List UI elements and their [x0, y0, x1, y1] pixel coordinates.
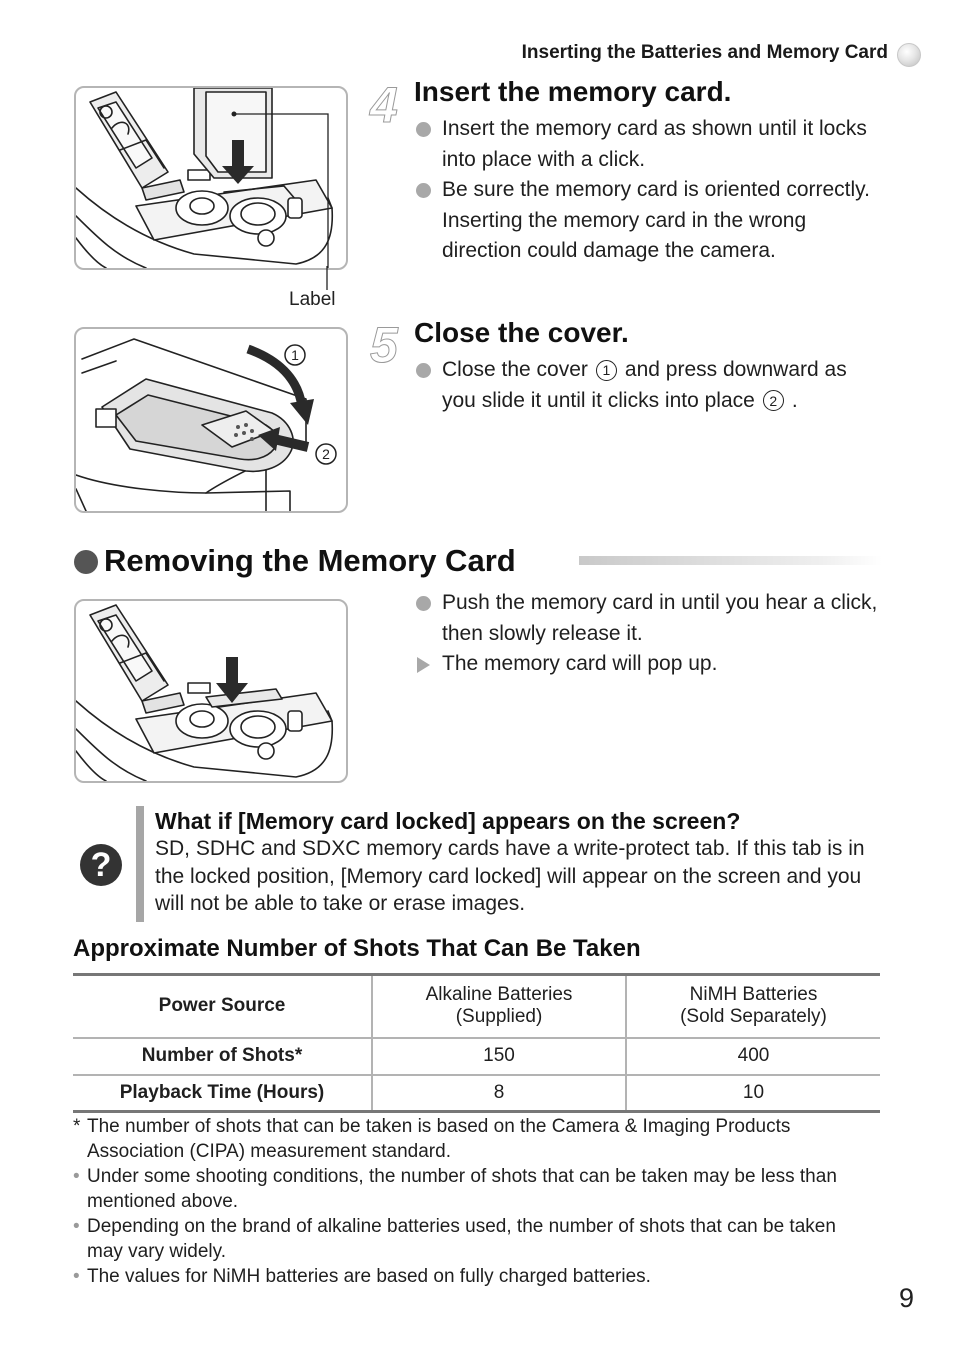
step-5-bullet [414, 355, 884, 416]
footnote-bullet [73, 1215, 873, 1264]
question-mark-icon [80, 844, 122, 886]
figure-close-marker-2: 2 [322, 446, 330, 462]
bullet-icon [416, 122, 431, 137]
label-callout-line [323, 266, 331, 290]
section-rule [579, 556, 882, 565]
note-side-bar [136, 806, 144, 922]
bullet-mark: • [73, 1266, 80, 1287]
section-bullet-icon [74, 550, 98, 574]
step-5-title: Close the cover. [414, 317, 629, 348]
nimh-line-1: NiMH Batteries [689, 984, 818, 1006]
remove-memory-card-illustration [76, 601, 346, 781]
step-5-text-b: and press downward as you slide it until it clicks into place [442, 358, 847, 412]
question-mark-glyph: ? [90, 845, 112, 884]
bullet-mark: • [73, 1166, 80, 1187]
shots-table [73, 973, 880, 1113]
figure-close-marker-1: 1 [291, 347, 299, 363]
label-callout-text: Label [289, 289, 336, 310]
step-5-text-c: . [791, 388, 798, 412]
section-title-removing: Removing the Memory Card [104, 543, 516, 578]
footnote-text: Depending on the brand of alkaline batteries used, the number of shots that can be taken may vary widely. [87, 1216, 836, 1262]
removing-result [414, 649, 884, 680]
footnote-asterisk-text: The number of shots that can be taken is based on the Camera & Imaging Products Association (CIPA) measurement standard. [87, 1116, 791, 1162]
step-5-bullets [414, 355, 884, 416]
footnote-bullet [73, 1165, 873, 1214]
footnotes [73, 1115, 873, 1291]
step-4-bullet [414, 175, 884, 267]
arrow-right-icon [417, 657, 430, 673]
step-4-number-text: 4 [370, 78, 398, 128]
running-header-title: Inserting the Batteries and Memory Card [521, 42, 888, 63]
header-tab-marker [897, 43, 921, 67]
close-cover-illustration [76, 329, 346, 511]
step-5-text-a: Close the cover [442, 358, 588, 381]
circled-marker-2: 2 [763, 390, 784, 411]
step-5-number-text: 5 [370, 318, 398, 368]
table-header-power-source: Power Source [73, 975, 372, 1038]
alkaline-line-1: Alkaline Batteries [425, 984, 573, 1006]
step-4-bullets [414, 114, 884, 267]
removing-bullet-text: Push the memory card in until you hear a click, then slowly release it. [442, 591, 878, 645]
insert-memory-card-illustration [76, 88, 346, 268]
removing-bullet [414, 588, 884, 649]
removing-result-text: The memory card will pop up. [442, 652, 718, 675]
table-row [73, 1038, 880, 1075]
note-body: SD, SDHC and SDXC memory cards have a write-protect tab. If this tab is in the locked position, [Memory card locked] will appear on the screen and you will not be able to take or erase images. [155, 837, 865, 915]
bullet-mark: • [73, 1216, 80, 1237]
row-label-number-of-shots: Number of Shots* [73, 1038, 372, 1075]
step-4-bullet-text: Insert the memory card as shown until it locks into place with a click. [442, 117, 867, 171]
figure-insert-memory-card [74, 86, 348, 270]
nimh-line-2: (Sold Separately) [680, 1006, 827, 1028]
footnote-text: Under some shooting conditions, the number of shots that can be taken may be less than mentioned above. [87, 1166, 837, 1212]
page-number: 9 [899, 1283, 915, 1313]
alkaline-line-2: (Supplied) [455, 1006, 543, 1028]
figure-remove-memory-card [74, 599, 348, 783]
cell-alkaline-shots: 150 [372, 1038, 626, 1075]
asterisk-mark: * [73, 1116, 81, 1137]
step-5-number [368, 318, 412, 368]
note-title: What if [Memory card locked] appears on the screen? [155, 808, 741, 834]
footnote-text: The values for NiMH batteries are based on fully charged batteries. [87, 1266, 651, 1287]
table-header-nimh [626, 975, 880, 1038]
cell-nimh-shots: 400 [626, 1038, 880, 1075]
table-header-alkaline [372, 975, 626, 1038]
removing-bullets [414, 588, 884, 680]
table-header-row [73, 975, 880, 1038]
figure-close-cover [74, 327, 348, 513]
step-4-bullet [414, 114, 884, 175]
row-label-playback-time: Playback Time (Hours) [73, 1075, 372, 1112]
cell-nimh-playback: 10 [626, 1075, 880, 1112]
bullet-icon [416, 363, 431, 378]
running-header [522, 42, 888, 64]
footnote-bullet [73, 1265, 873, 1290]
step-4-number [368, 78, 412, 128]
cell-alkaline-playback: 8 [372, 1075, 626, 1112]
table-row [73, 1075, 880, 1112]
bullet-icon [416, 183, 431, 198]
step-4-title: Insert the memory card. [414, 76, 732, 107]
step-4-bullet-text: Be sure the memory card is oriented correctly. Inserting the memory card in the wrong direction could damage the camera. [442, 178, 870, 262]
shots-table-heading: Approximate Number of Shots That Can Be Taken [73, 935, 641, 962]
circled-marker-1: 1 [596, 360, 617, 381]
bullet-icon [416, 596, 431, 611]
footnote-asterisk [73, 1115, 873, 1164]
